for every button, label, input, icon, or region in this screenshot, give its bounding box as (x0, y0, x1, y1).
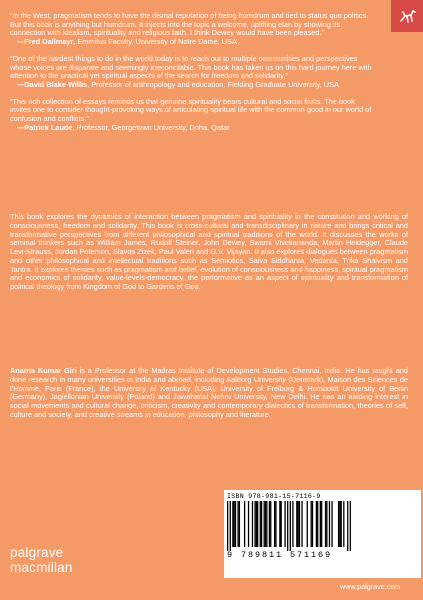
publisher-website: www.palgrave.com (340, 582, 401, 591)
endorsement-attribution (10, 38, 373, 47)
endorser-name: —Fred Dallmayr (17, 37, 74, 47)
barcode-bar-7 (244, 501, 245, 547)
barcode-bar-28 (296, 501, 297, 547)
endorsements (10, 12, 373, 140)
barcode-bar-45 (341, 501, 342, 547)
barcode-bar-8 (248, 501, 249, 547)
publisher-logo (10, 546, 73, 574)
barcode-bar-5 (237, 501, 238, 547)
barcode-panel (224, 490, 421, 578)
author-name: Ananta Kumar Giri (10, 366, 77, 375)
barcode-bar-6 (239, 501, 240, 547)
barcode-bar-34 (312, 501, 313, 547)
isbn-label: ISBN 978-981-15-7116-9 (227, 493, 321, 500)
barcode-bar-26 (290, 501, 291, 551)
author-bio (10, 367, 408, 420)
barcode-bar-32 (307, 501, 308, 547)
endorsement-quote: “This rich collection of essays reminds us that genuine spirituality bears cultural and social fruits. The book invites one to consider thought-provoking ways of articulating spiritual life with the common good in our world of confusion and conflicts.” (10, 96, 372, 124)
barcode-bar-38 (321, 501, 322, 547)
barcode-bar-4 (235, 501, 236, 547)
barcode-bar-30 (299, 501, 300, 547)
author-bio-text: is a Professor at the Madras Institute of Development Studies, Chennai, India. He has taught and done research in many universities in India and abroad, including Aalborg University (Denmark), Maison des Sciences de l’Homme, Paris (France), the University of Kentucky (USA), University of Freiburg & Humboldt University of Berlin (Germany), Jagiellonian University (Poland) and Jawaharlal Nehru University, New Delhi. He has an abiding interest in social movements and cultural change, criticism, creativity and contemporary dialectics of transformation, theories of self, culture and society, and creative streams in education, philosophy and literature. (10, 366, 408, 419)
springer-logo (391, 0, 423, 32)
barcode-bar-29 (297, 501, 298, 547)
barcode-bar-41 (329, 501, 330, 547)
barcode-bar-39 (325, 501, 326, 547)
barcode-bar-27 (292, 501, 293, 547)
endorsement-quote: “One of the hardest things to do in the world today is to reach out to multiple communities and perspectives whose voices are disparate and seemingly irreconcilable. This book has taken us on this hard journey here with attention to the practical yet spiritual aspects of the search for freedom and solidarity.” (10, 53, 372, 81)
isbn-barcode (227, 501, 351, 551)
barcode-bar-10 (254, 501, 255, 547)
book-description: This book explores the dynamics of interaction between pragmatism and spirituality in the constitution and working of consciousness, freedom and solidarity. This book is cross-cultural and transdisciplinary in nature and brings critical and transformative perspectives from different philosophical and spiritual traditions of the world. It discusses the works of seminal thinkers such as William James, Rudolf Steiner, John Dewey, Swami Vivekananda, Martin Heidegger, Claude Levi-Strauss, Jordan Peterson, Slavos Zizek, Paul Valeri and O.V. Vijayan. It also explores dialogues between pragmatism and other philosophical and intellectual traditions such as Semiotics, Saiva Siddhanta, Vedanta, Trika Shaivism and Tantra. It explores themes such as pragmatism and belief, evolution of consciousness and happiness, spiritual pragmatism and economics of solidarity, value-levels-democracy, the performative as an aspect of spirituality and transformation of political theology from Kingdom of God to Gardens of God. (10, 212, 408, 291)
barcode-bar-1 (230, 501, 231, 551)
barcode-bar-16 (265, 501, 266, 547)
endorser-name: —David Blake Willis (17, 79, 88, 89)
barcode-bar-12 (257, 501, 258, 547)
barcode-bar-13 (260, 501, 261, 547)
barcode-bar-46 (343, 501, 344, 547)
barcode-bar-14 (261, 501, 262, 547)
barcode-bar-17 (266, 501, 267, 547)
barcode-bar-11 (256, 501, 257, 547)
endorsement-3 (10, 98, 373, 133)
barcode-bar-37 (320, 501, 321, 547)
barcode-bar-42 (331, 501, 332, 547)
barcode-bar-31 (301, 501, 302, 547)
barcode-bar-36 (317, 501, 318, 547)
barcode-bar-19 (270, 501, 271, 547)
endorsement-attribution (10, 81, 373, 90)
barcode-bar-15 (264, 501, 265, 547)
barcode-bar-23 (281, 501, 282, 547)
barcode-bar-18 (269, 501, 270, 547)
springer-horse-icon (397, 6, 417, 26)
barcode-bar-2 (232, 501, 233, 547)
barcode-bar-3 (234, 501, 235, 547)
barcode-number: 9 789811 571169 (227, 550, 333, 560)
publisher-name-line1: palgrave (10, 545, 64, 560)
endorser-affiliation: , Emeritus Faculty, University of Notre Dame, USA (73, 37, 237, 47)
barcode-bar-33 (311, 501, 312, 547)
barcode-bar-48 (350, 501, 351, 551)
endorsement-1 (10, 12, 373, 47)
barcode-bar-40 (326, 501, 327, 547)
endorser-name: —Patrick Laude (17, 122, 73, 132)
barcode-bar-20 (274, 501, 275, 547)
barcode-bar-35 (316, 501, 317, 547)
barcode-bar-47 (347, 501, 348, 551)
endorser-affiliation: , Professor, Georgetown University, Doha, Qatar (72, 122, 230, 132)
endorsement-quote: “In the West, pragmatism tends to have the dismal reputation of being humdrum and tied to status quo politics. But this book is anything but humdrum. It injects into the topic a welcome, uplifting elan by showing its connection with idealism, spirituality and religious faith. I think Dewey would have been pleased.” (10, 11, 369, 38)
barcode-bar-22 (279, 501, 280, 547)
endorsement-attribution (10, 124, 373, 133)
endorser-affiliation: , Professor of anthropology and education, Fielding Graduate University, USA (87, 79, 339, 89)
barcode-bar-9 (252, 501, 253, 547)
endorsement-2 (10, 55, 373, 90)
barcode-bar-24 (284, 501, 285, 547)
barcode-bar-21 (275, 501, 276, 547)
barcode-bar-43 (338, 501, 339, 547)
barcode-bar-44 (339, 501, 340, 547)
barcode-bar-25 (287, 501, 288, 551)
barcode-bar-0 (227, 501, 228, 551)
publisher-name-line2: macmillan (10, 559, 73, 575)
